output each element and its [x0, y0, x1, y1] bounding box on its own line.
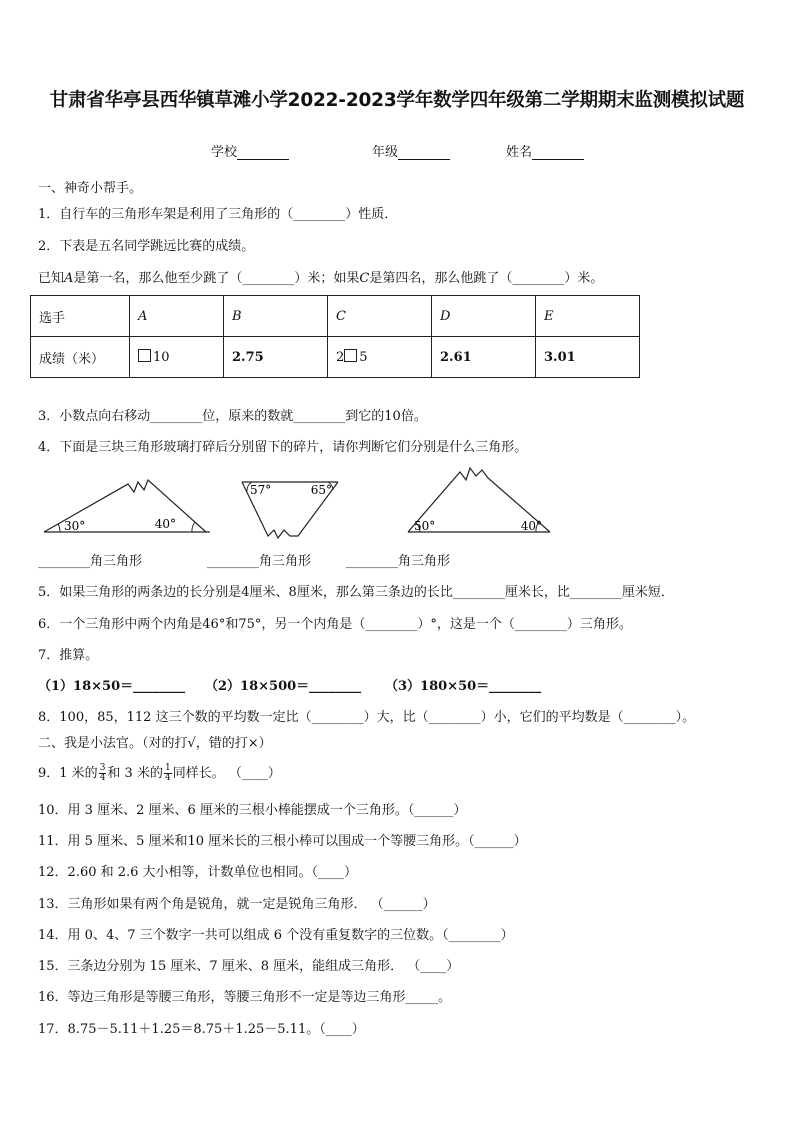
triangle-answer-1: ________角三角形 — [38, 554, 143, 569]
question-17: 17．8.75－5.11＋1.25＝8.75＋1.25－5.11。（____） — [38, 1022, 365, 1037]
question-8: 8．100，85，112 这三个数的平均数一定比（________）大，比（________）小，它们的平均数是（________）。 — [38, 710, 696, 725]
angle-label: 50° — [414, 519, 436, 533]
triangle-fragment-3 — [404, 464, 554, 536]
table-cell: 10 — [130, 337, 224, 378]
table-cell: 3.01 — [536, 337, 640, 378]
angle-label: 40° — [154, 517, 176, 531]
triangle-answer-3: ________角三角形 — [346, 554, 451, 569]
angle-label: 30° — [64, 519, 86, 533]
scores-table — [30, 295, 640, 378]
question-5: 5．如果三角形的两条边的长分别是4厘米、8厘米，那么第三条边的长比________厘米长，比________厘米短． — [38, 585, 674, 600]
question-7: 7．推算。 — [38, 648, 99, 663]
section-2-heading: 二、我是小法官。（对的打√，错的打×） — [38, 736, 272, 751]
table-header-cell: C — [328, 296, 432, 337]
table-header-row — [31, 296, 640, 337]
name-blank[interactable] — [532, 145, 584, 160]
question-3: 3．小数点向右移动________位，原来的数就________到它的10倍。 — [38, 409, 427, 424]
question-16: 16．等边三角形是等腰三角形，等腰三角形不一定是等边三角形_____。 — [38, 990, 452, 1005]
missing-digit-box — [138, 349, 151, 362]
fraction-three-quarters: $\frac{3}{4}$ — [99, 763, 106, 783]
fraction-one-quarter: $\frac{1}{4}$ — [164, 763, 171, 783]
table-cell: 2.75 — [224, 337, 328, 378]
exam-title: 甘肃省华亭县西华镇草滩小学2022-2023学年数学四年级第二学期期末监测模拟试题 — [49, 90, 745, 111]
triangle-fragment-1 — [40, 474, 220, 536]
angle-label: 57° — [250, 483, 272, 497]
question-6: 6．一个三角形中两个内角是46°和75°，另一个内角是（________）°，这是一个（________）三角形。 — [38, 617, 632, 632]
triangle-answer-2: ________角三角形 — [207, 554, 312, 569]
question-9: 9．1 米的 $\frac{3}{4}$ 和 3 米的 $\frac{1}{4}$ 同样长。 （____） — [38, 763, 281, 783]
grade-label: 年级 — [372, 145, 399, 160]
question-1: 1．自行车的三角形车架是利用了三角形的（________）性质． — [38, 207, 398, 222]
table-header-cell: D — [432, 296, 536, 337]
table-header-cell: E — [536, 296, 640, 337]
question-4: 4．下面是三块三角形玻璃打碎后分别留下的碎片，请你判断它们分别是什么三角形。 — [38, 440, 528, 455]
table-header-cell: 选手 — [31, 296, 130, 337]
table-cell: 成绩（米） — [31, 337, 130, 378]
school-label: 学校 — [211, 145, 238, 160]
school-field — [211, 141, 289, 160]
question-15: 15．三条边分别为 15 厘米、7 厘米、8 厘米，能组成三角形． （____） — [38, 959, 460, 974]
table-cell: 2 5 — [328, 337, 432, 378]
school-blank[interactable] — [237, 145, 289, 160]
triangle-fragment-2 — [238, 478, 344, 540]
question-13: 13．三角形如果有两个角是锐角，就一定是锐角三角形． （______） — [38, 897, 436, 912]
question-2: 2．下表是五名同学跳远比赛的成绩。 — [38, 239, 255, 254]
question-10: 10．用 3 厘米、2 厘米、6 厘米的三根小棒能摆成一个三角形。（______） — [38, 803, 467, 818]
angle-label: 40° — [520, 519, 542, 533]
question-12: 12．2.60 和 2.6 大小相等，计数单位也相同。（____） — [38, 865, 358, 880]
name-label: 姓名 — [506, 145, 533, 160]
table-header-cell: B — [224, 296, 328, 337]
variable-c: C — [359, 271, 370, 286]
name-field — [506, 141, 584, 160]
question-11: 11．用 5 厘米、5 厘米和10 厘米长的三根小棒可以围成一个等腰三角形。（______） — [38, 834, 527, 849]
variable-a: A — [64, 271, 74, 286]
question-2-detail: 已知A是第一名，那么他至少跳了（________）米；如果C是第四名，那么他跳了（________）米。 — [38, 271, 604, 286]
question-14: 14．用 0、4、7 三个数字一共可以组成 6 个没有重复数字的三位数。（________） — [38, 928, 514, 943]
question-7-item-2: （2）18×500＝________ — [205, 679, 362, 694]
grade-blank[interactable] — [398, 145, 450, 160]
angle-label: 65° — [310, 483, 332, 497]
table-row — [31, 337, 640, 378]
grade-field — [372, 141, 450, 160]
question-7-item-3: （3）180×50＝________ — [385, 679, 542, 694]
section-1-heading: 一、神奇小帮手。 — [38, 181, 143, 196]
missing-digit-box — [344, 349, 357, 362]
table-cell: 2.61 — [432, 337, 536, 378]
table-header-cell: A — [130, 296, 224, 337]
question-7-item-1: （1）18×50＝________ — [38, 679, 186, 694]
